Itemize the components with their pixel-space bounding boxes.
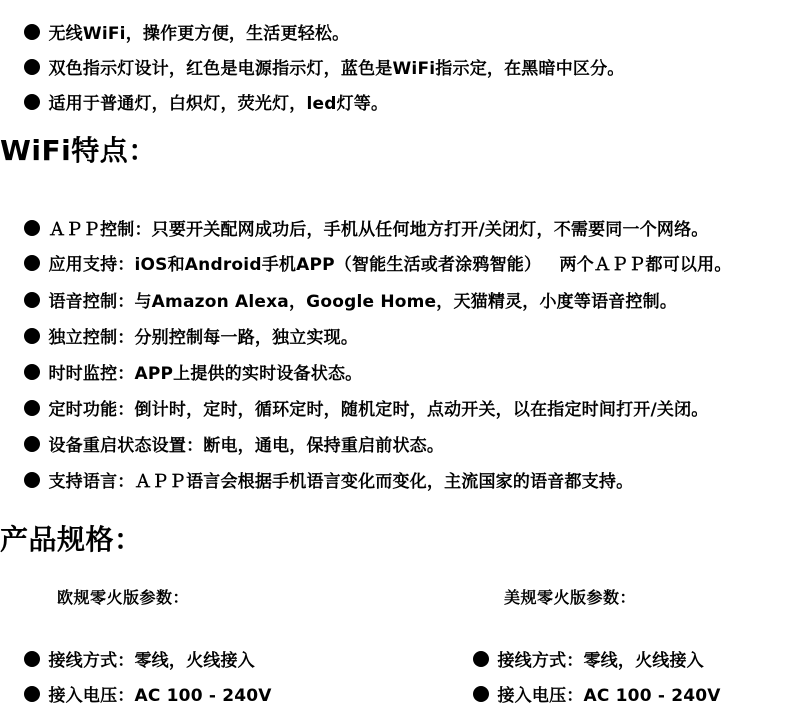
wifi-feature-item (0, 452, 634, 492)
wifi-feature-text: 独立控制：分别控制每一路，独立实现。 (48, 328, 359, 348)
bullet-icon (24, 651, 40, 667)
product-spec-heading: 产品规格： (0, 523, 143, 556)
us-spec-item (449, 669, 721, 706)
wifi-feature-text: 语音控制：与Amazon Alexa，Google Home，天猫精灵，小度等语音控制。 (48, 292, 678, 312)
us-spec-title: 美规零火版参数： (504, 588, 637, 607)
wifi-feature-text: 设备重启状态设置：断电，通电，保持重启前状态。 (48, 436, 445, 456)
intro-item (0, 74, 389, 114)
bullet-icon (24, 255, 40, 271)
wifi-feature-item (0, 380, 709, 420)
eu-spec-item (0, 634, 255, 671)
bullet-icon (473, 651, 489, 667)
us-spec-item (449, 634, 704, 671)
wifi-feature-text: 时时监控：APP上提供的实时设备状态。 (48, 364, 363, 384)
bullet-icon (24, 24, 40, 40)
wifi-feature-item (0, 272, 678, 312)
intro-item-text: 适用于普通灯，白炽灯，荧光灯，led灯等。 (48, 94, 389, 114)
bullet-icon (24, 292, 40, 308)
wifi-feature-item (0, 200, 709, 240)
intro-item-text: 无线WiFi，操作更方便，生活更轻松。 (48, 24, 350, 44)
wifi-feature-text: ＡＰＰ控制：只要开关配网成功后，手机从任何地方打开/关闭灯，不需要同一个网络。 (48, 220, 709, 240)
wifi-feature-item (0, 308, 359, 348)
us-spec-text: 接入电压：AC 100 - 240V (497, 686, 721, 706)
eu-spec-item (0, 669, 272, 706)
bullet-icon (24, 94, 40, 110)
wifi-feature-text: 支持语言：ＡＰＰ语言会根据手机语言变化而变化，主流国家的语音都支持。 (48, 472, 634, 492)
intro-item (0, 4, 350, 44)
eu-spec-text: 接线方式：零线，火线接入 (48, 651, 255, 671)
wifi-feature-item (0, 235, 732, 275)
wifi-feature-text: 应用支持：iOS和Android手机APP（智能生活或者涂鸦智能） 两个ＡＰＰ都可以用。 (48, 255, 732, 275)
bullet-icon (24, 472, 40, 488)
bullet-icon (24, 400, 40, 416)
bullet-icon (24, 220, 40, 236)
bullet-icon (24, 686, 40, 702)
wifi-feature-text: 定时功能：倒计时，定时，循环定时，随机定时，点动开关，以在指定时间打开/关闭。 (48, 400, 709, 420)
bullet-icon (473, 686, 489, 702)
intro-item (0, 39, 625, 79)
bullet-icon (24, 364, 40, 380)
bullet-icon (24, 328, 40, 344)
wifi-features-heading: WiFi特点： (0, 134, 157, 167)
bullet-icon (24, 436, 40, 452)
us-spec-text: 接线方式：零线，火线接入 (497, 651, 704, 671)
wifi-feature-item (0, 416, 445, 456)
eu-spec-title: 欧规零火版参数： (57, 588, 190, 607)
eu-spec-text: 接入电压：AC 100 - 240V (48, 686, 272, 706)
wifi-feature-item (0, 344, 363, 384)
intro-item-text: 双色指示灯设计，红色是电源指示灯，蓝色是WiFi指示定，在黑暗中区分。 (48, 59, 625, 79)
bullet-icon (24, 59, 40, 75)
